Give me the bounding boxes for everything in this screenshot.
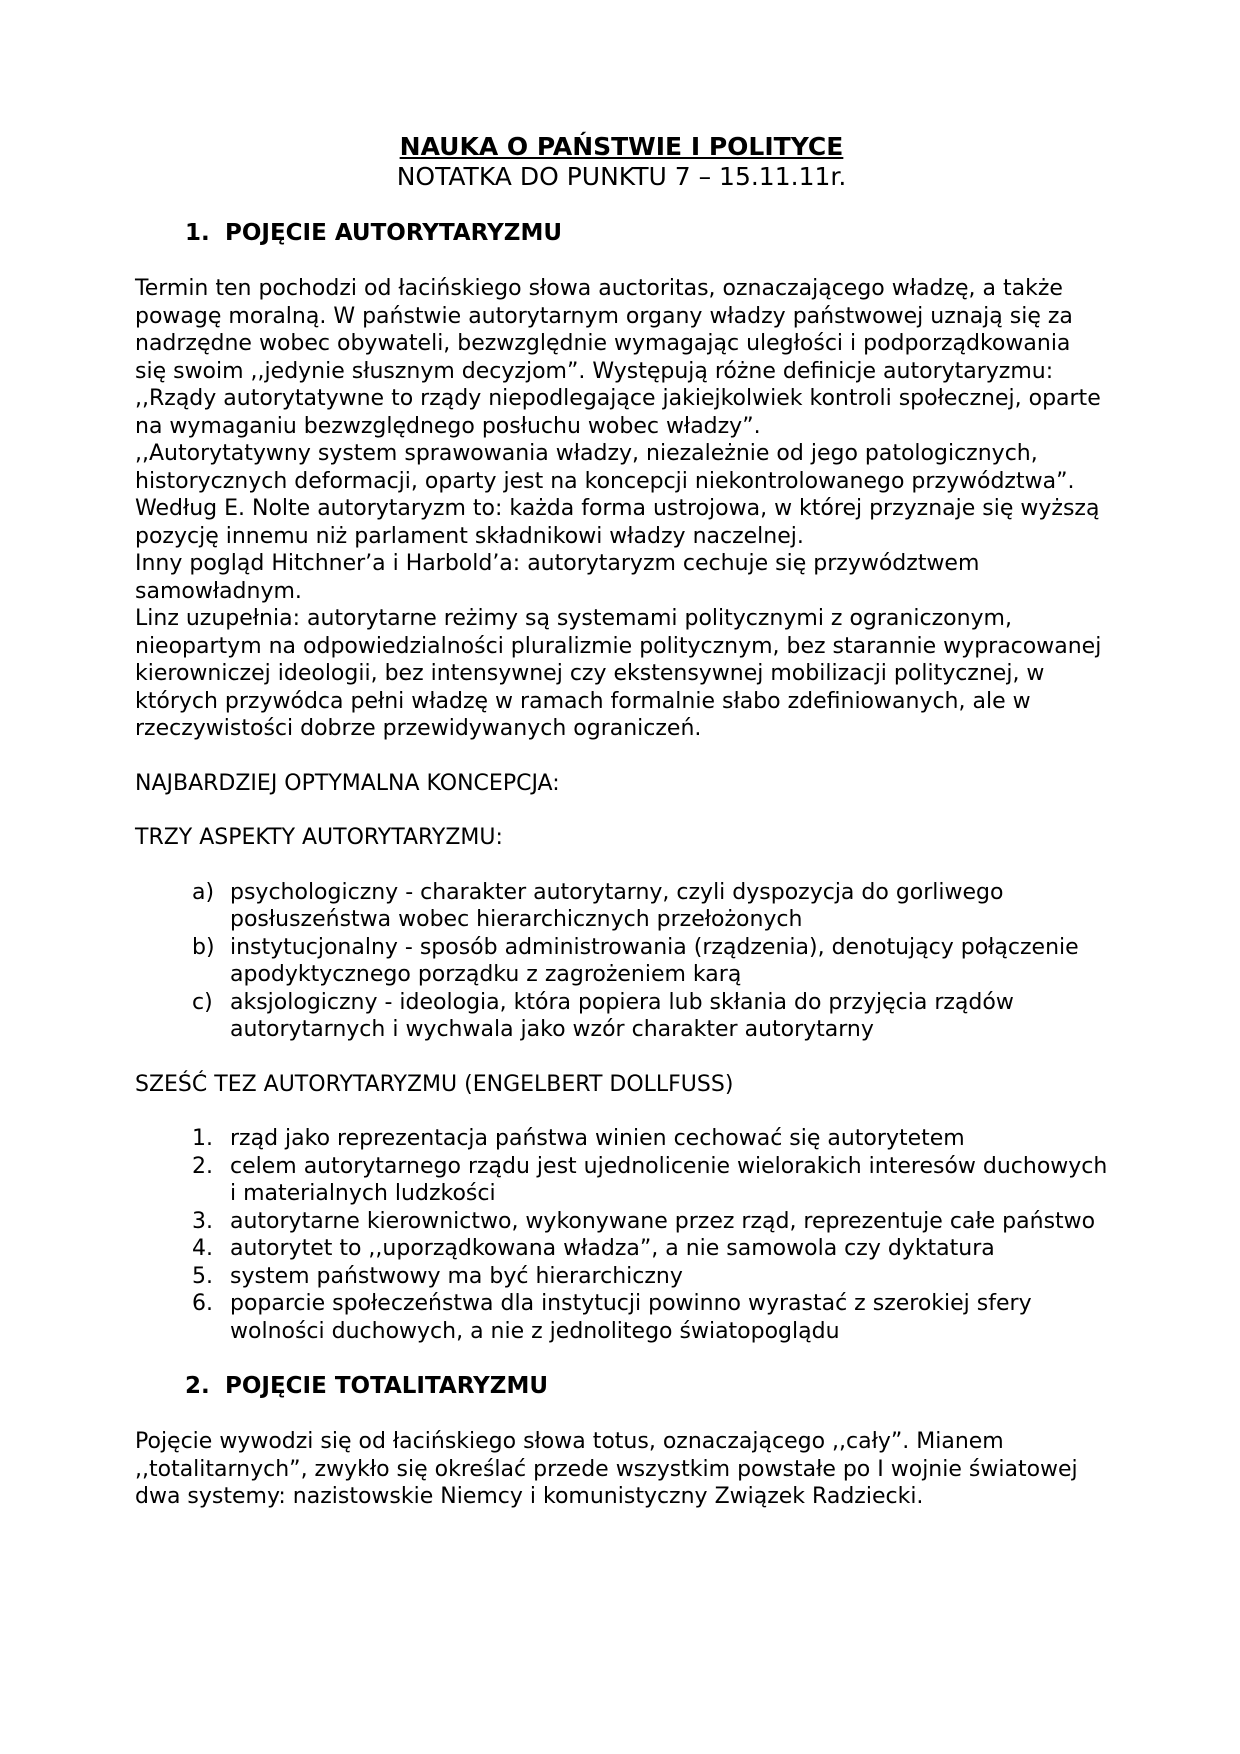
section-2-title: POJĘCIE TOTALITARYZMU [225, 1373, 549, 1399]
list-item-marker: 5. [192, 1263, 213, 1289]
aspect-list-item [135, 879, 1108, 934]
list-item-marker: a) [192, 879, 215, 905]
list-item-marker: 3. [192, 1208, 213, 1234]
aspect-list-item [135, 989, 1108, 1044]
theses-list [135, 1125, 1108, 1345]
paragraph: Linz uzupełnia: autorytarne reżimy są systemami politycznymi z ograniczonym, nieopartym na odpowiedzialności pluralizmie politycznym, bez starannie wypracowanej kierowniczej ideologii, bez intensywnej czy ekstensywnej mobilizacji politycznej, w których przywódca pełni władzę w ramach formalnie słabo zdefiniowanych, ale w rzeczywistości dobrze przewidywanych ograniczeń. [135, 606, 1102, 741]
list-item-text: psychologiczny - charakter autorytarny, czyli dyspozycja do gorliwego posłuszeństwa wobec hierarchicznych przełożonych [230, 879, 1004, 932]
section-1-number: 1. [185, 220, 210, 246]
section-1-paragraphs [135, 275, 1108, 743]
page-subtitle: NOTATKA DO PUNKTU 7 – 15.11.11r. [396, 162, 847, 191]
aspects-list [135, 879, 1108, 1044]
section-2-number: 2. [185, 1373, 210, 1399]
paragraph: Pojęcie wywodzi się od łacińskiego słowa totus, oznaczającego ,,cały”. Mianem ,,totalitarnych”, zwykło się określać przede wszystkim powstałe po I wojnie światowej dwa systemy: nazistowskie Niemcy i komunistyczny Związek Radziecki. [135, 1429, 1078, 1509]
thesis-list-item [135, 1153, 1108, 1208]
spacer [135, 1345, 1108, 1372]
spacer [135, 852, 1108, 879]
section-1-title: POJĘCIE AUTORYTARYZMU [225, 220, 563, 246]
spacer [135, 248, 1108, 275]
list-item-marker: b) [192, 934, 215, 960]
thesis-list-item [135, 1208, 1108, 1236]
section-2-paragraphs [135, 1428, 1108, 1511]
list-item-text: system państwowy ma być hierarchiczny [230, 1263, 683, 1289]
list-item-marker: 4. [192, 1236, 213, 1261]
page-title: NAUKA O PAŃSTWIE I POLITYCE [399, 132, 844, 161]
paragraph: Inny pogląd Hitchner’a i Harbold’a: autorytaryzm cechuje się przywództwem samowładnym. [135, 551, 980, 604]
spacer [135, 192, 1108, 219]
thesis-list-item [135, 1235, 1108, 1263]
list-item-text: instytucjonalny - sposób administrowania (rządzenia), denotujący połączenie apodyktycznego porządku z zagrożeniem karą [230, 934, 1079, 987]
list-item-text: autorytet to ,,uporządkowana władza”, a nie samowola czy dyktatura [230, 1236, 995, 1261]
list-item-text: celem autorytarnego rządu jest ujednolicenie wielorakich interesów duchowych i materialnych ludzkości [230, 1153, 1108, 1206]
spacer [135, 797, 1108, 824]
section-2-heading [135, 1372, 1108, 1401]
optimal-concept-label: NAJBARDZIEJ OPTYMALNA KONCEPCJA: [135, 770, 560, 796]
three-aspects-label: TRZY ASPEKTY AUTORYTARYZMU: [135, 825, 503, 850]
list-item-marker: 6. [192, 1291, 213, 1316]
list-item-text: rząd jako reprezentacja państwa winien cechować się autorytetem [230, 1126, 965, 1151]
aspect-list-item [135, 934, 1108, 989]
list-item-marker: 2. [192, 1153, 213, 1179]
list-item-text: autorytarne kierownictwo, wykonywane przez rząd, reprezentuje całe państwo [230, 1208, 1096, 1234]
paragraph: ,,Rządy autorytatywne to rządy niepodlegające jakiejkolwiek kontroli społecznej, oparte na wymaganiu bezwzględnego posłuchu wobec władzy”. [135, 386, 1101, 439]
list-item-marker: c) [192, 989, 213, 1015]
list-item-text: aksjologiczny - ideologia, która popiera lub skłania do przyjęcia rządów autorytarnych i wychwala jako wzór charakter autorytarny [230, 989, 1014, 1042]
list-item-text: poparcie społeczeństwa dla instytucji powinno wyrastać z szerokiej sfery wolności duchowych, a nie z jednolitego światopoglądu [230, 1291, 1032, 1344]
section-1-heading [135, 219, 1108, 248]
paragraph: Według E. Nolte autorytaryzm to: każda forma ustrojowa, w której przyznaje się wyższą pozycję innemu niż parlament składnikowi władzy naczelnej. [135, 496, 1100, 549]
spacer [135, 1044, 1108, 1071]
paragraph: ,,Autorytatywny system sprawowania władzy, niezależnie od jego patologicznych, historycznych deformacji, oparty jest na koncepcji niekontrolowanego przywództwa”. [135, 441, 1075, 494]
six-theses-label: SZEŚĆ TEZ AUTORYTARYZMU (ENGELBERT DOLLFUSS) [135, 1071, 734, 1097]
thesis-list-item [135, 1263, 1108, 1291]
paragraph: Termin ten pochodzi od łacińskiego słowa auctoritas, oznaczającego władzę, a także powagę moralną. W państwie autorytarnym organy władzy państwowej uznają się za nadrzędne wobec obywateli, bezwzględnie wymagając uległości i podporządkowania się swoim ,,jedynie słusznym decyzjom”. Występują różne definicje autorytaryzmu: [135, 276, 1073, 384]
spacer [135, 1401, 1108, 1428]
thesis-list-item [135, 1125, 1108, 1153]
spacer [135, 1098, 1108, 1125]
list-item-marker: 1. [192, 1126, 213, 1151]
thesis-list-item [135, 1290, 1108, 1345]
spacer [135, 743, 1108, 770]
